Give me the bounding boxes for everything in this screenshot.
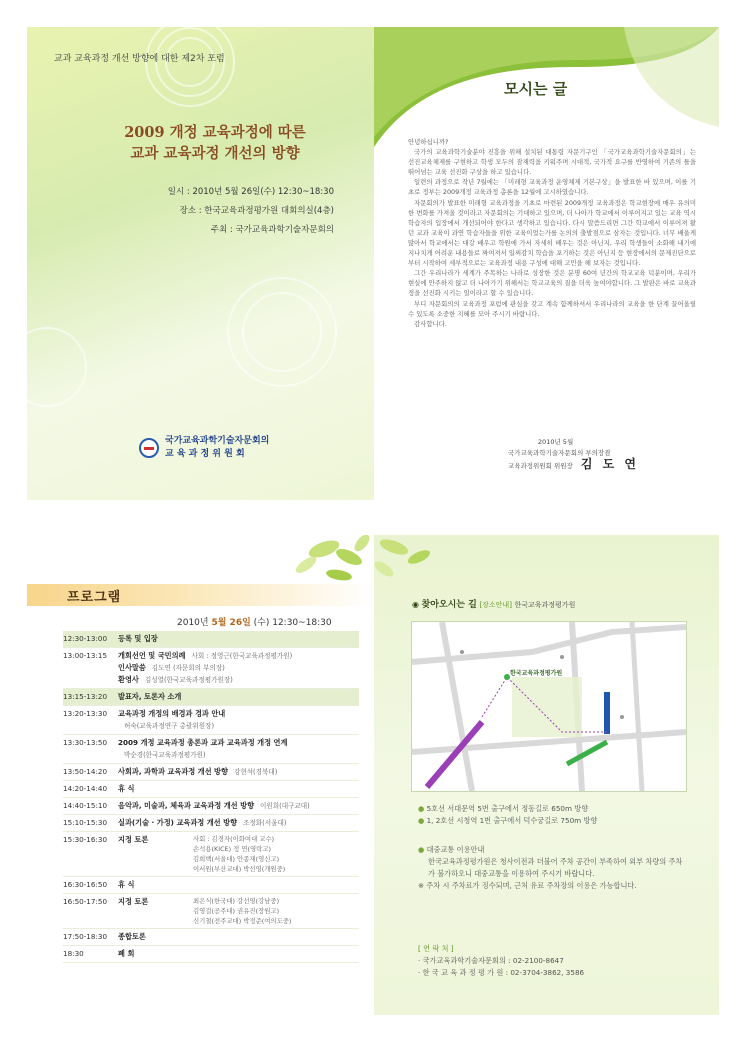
transit-guide-title: 대중교통 이용안내 [426, 845, 485, 854]
row-time: 16:50-17:50 [63, 897, 108, 906]
panelist: 사회 : 김경자(이화여대 교수) [193, 835, 275, 843]
schedule-row [63, 689, 359, 706]
bullet-icon: ● [418, 816, 427, 825]
row-time: 15:30-16:30 [63, 835, 108, 844]
row-sub: 박순경(한국교육과정평가원) [124, 751, 206, 759]
contact-council: · 국가교육과학기술자문회의 : 02-2100-8647 [418, 956, 564, 965]
schedule-row [63, 798, 359, 815]
schedule-row [63, 877, 359, 894]
row-time: 14:20-14:40 [63, 784, 108, 793]
letter-heading: 모시는 글 [504, 80, 568, 98]
row-time: 16:30-16:50 [63, 880, 108, 889]
letter-closing: 감사합니다. [414, 319, 447, 328]
panelist: 김희백(서울대) 안종재(영신고) [193, 855, 280, 863]
row-item: 2009 개정 교육과정 총론과 교과 교육과정 개정 연계 [118, 738, 288, 747]
org-name: 국가교육과학기술자문회의 [165, 436, 270, 446]
panelist: 손석용(KICE) 정 연(영락고) [193, 845, 271, 853]
cover-title [85, 122, 345, 164]
row-item: 휴 식 [118, 880, 135, 889]
directions-panel [374, 535, 719, 1015]
schedule-row [63, 631, 359, 648]
schedule-row [63, 894, 359, 929]
map-graphic [412, 622, 686, 791]
row-sub: 김도연 (자문회의 부의장) [151, 664, 225, 672]
decorative-circle [242, 292, 322, 372]
row-time: 13:50-14:20 [63, 767, 108, 776]
contact-label: [ 연 락 처 ] [418, 944, 454, 953]
row-time: 13:00-13:15 [63, 651, 108, 660]
signature-org: 국가교육과학기술자문회의 부의장겸 [507, 449, 611, 457]
row-time: 13:20-13:30 [63, 709, 108, 718]
cover-title-line1: 2009 개정 교육과정에 따른 [124, 124, 306, 141]
row-item: 휴 식 [118, 784, 135, 793]
leaves-decoration [374, 535, 494, 595]
event-host: 주최 : 국가교육과학기술자문회의 [210, 225, 334, 235]
letter-paragraph: 자문회의가 발표한 미래형 교육과정을 기초로 마련된 2009개정 교육과정은 학교현장에 매우 유의미한 변화를 가져올 것이라고 자문회의는 기대하고 있으며, 더 나아가 학교에서 이루어지고 있는 교육 역시 학습자의 입장에서 개선되어야 한다고 생각하고 있습니다. 다시 말씀드리면 그간 학교에서 이루어져 왔던 교과 교육이 과연 학습자들을 위한 교육이었는가를 논의의 출발점으로 삼자는 것입니다. 너무 배울게 많아서 학교에서는 대강 배우고 학원에 가서 자세히 배우는 것은 아닌지, 우리 학생들이 소화해 내기에 지나치게 어려운 내용들로 짜여져서 일찌감치 학습을 포기하는 것은 아닌지 등 현장에서의 문제진단으로부터 시작하여 세부적으로는 교육과정 내용 구성에 대해 고민을 해 보자는 것입니다. [408, 198, 696, 268]
parking-fee-note: ※ 주차 시 주차료가 징수되며, 근처 유료 주차장의 이용은 가능합니다. [418, 881, 637, 890]
contact-kice: · 한 국 교 육 과 정 평 가 원 : 02-3704-3862, 3586 [418, 968, 585, 977]
program-date-year: 2010년 [177, 618, 212, 628]
decorative-circle [27, 327, 87, 407]
letter-paragraph: 국가의 교육과학기술분야 진흥을 위해 설치된 대통령 자문기구인 「국가교육과학기술자문회의」는 선진교육체제를 구현하고 학생 모두의 잠재력을 키워주며 시대적, 국가적 요구를 반영하여 기존의 틀을 뛰어넘는 교육 선진화 구상을 하고 있습니다. [408, 148, 696, 177]
schedule-row [63, 764, 359, 781]
row-time: 12:30-13:00 [63, 634, 108, 643]
panelist: 김영걸(공주대) 권유진(장원고) [193, 907, 280, 915]
row-sub: 조정화(서울대) [243, 819, 287, 827]
program-title: 프로그램 [67, 590, 122, 605]
event-venue: 장소 : 한국교육과정평가원 대회의실(4층) [179, 206, 334, 216]
schedule-row [63, 946, 359, 963]
letter-greeting: 안녕하십니까? [408, 138, 449, 146]
transit-line-5: 5호선 서대문역 5번 출구에서 정동길로 650m 방향 [426, 804, 589, 813]
row-item: 등록 및 입장 [118, 634, 158, 643]
bullet-icon: ● [418, 804, 427, 813]
program-panel [27, 535, 374, 1015]
event-info [168, 183, 334, 240]
program-date-day: 5월 26일 [211, 618, 251, 628]
row-sub: 강현석(경북대) [233, 768, 278, 776]
letter-paragraph: 일련의 과정으로 작년 7월에는 「미래형 교육과정 운영체제 기본구상」을 발표한 바 있으며, 이를 기초로 정부는 2009개정 교육과정 총론을 12월에 고시하였습니다. [408, 178, 696, 197]
signature-role: 교육과정위원회 위원장 [507, 462, 573, 470]
panelist: 이서원(부산교대) 박선영(개원중) [193, 865, 286, 873]
parking-note: 한국교육과정평가원은 청사이전과 더불어 주차 공간이 부족하여 외부 차량의 주차가 불가하오니 대중교통을 이용하여 주시기 바랍니다. [428, 857, 683, 878]
panelist: 신기철(전주교대) 박정준(여의도중) [193, 917, 292, 925]
bullet-icon: ● [418, 845, 427, 854]
panelist: 최은식(한국대) 강선영(강남중) [193, 897, 280, 905]
row-sub: 이원희(대구교대) [260, 802, 310, 810]
row-time: 13:15-13:20 [63, 692, 108, 701]
signature-name: 김 도 연 [580, 457, 639, 471]
row-time: 13:30-13:50 [63, 738, 108, 747]
map-destination-label: 한국교육과정평가원 [510, 670, 563, 677]
row-item: 발표자, 토론자 소개 [118, 692, 182, 701]
parking-info [418, 844, 688, 892]
signature-block [508, 437, 639, 472]
letter-paragraph: 그간 우리나라가 세계가 주목하는 나라로 성장한 것은 분명 60여 년간의 학교교육 덕분이며, 우리가 현실에 안주하지 않고 더 나아가기 위해서는 학교교육의 질을 더욱 높여야합니다. 그 발판은 바로 교육과정을 선진화 시키는 일이라고 할 수 있습니다. [408, 269, 696, 298]
letter-body [408, 137, 696, 329]
letter-paragraph: 부디 자문회의의 교육과정 포럼에 관심을 갖고 계속 함께하셔서 우리나라의 교육을 한 단계 끌어올릴 수 있도록 소중한 지혜를 모아 주시기 바랍니다. [408, 299, 696, 318]
directions-sub-label: 장소안내 [482, 601, 510, 609]
schedule-row [63, 929, 359, 946]
row-item: 실과(기술 · 가정) 교육과정 개선 방향 [118, 818, 238, 827]
row-time: 14:40-15:10 [63, 801, 108, 810]
transit-line-1-2: 1, 2호선 시청역 1번 출구에서 덕수궁길로 750m 방향 [426, 816, 598, 825]
directions-heading: ◉ 찾아오시는 길 [장소안내] 한국교육과정평가원 [412, 600, 576, 610]
schedule-table [63, 631, 359, 963]
row-item: 폐 회 [118, 949, 135, 958]
location-pin-icon: ◉ [412, 600, 419, 609]
row-time: 17:50-18:30 [63, 932, 108, 941]
schedule-row [63, 735, 359, 764]
schedule-row [63, 815, 359, 832]
location-map[interactable] [411, 621, 687, 792]
row-item: 음악과, 미술과, 체육과 교육과정 개선 방향 [118, 801, 255, 810]
schedule-row [63, 648, 359, 689]
event-date: 일시 : 2010년 5월 26일(수) 12:30~18:30 [167, 187, 334, 197]
program-date [177, 615, 332, 628]
row-item: 사회과, 과학과 교육과정 개선 방향 [118, 767, 228, 776]
org-emblem-icon [139, 438, 159, 458]
schedule-row [63, 832, 359, 877]
row-item: 인사말씀 [118, 663, 146, 672]
forum-label: 교과 교육과정 개선 방향에 대한 제2차 포럼 [54, 54, 225, 64]
contact-info [418, 943, 584, 979]
row-item: 종합토론 [118, 932, 146, 941]
directions-place: 한국교육과정평가원 [514, 601, 576, 609]
program-date-time: (수) 12:30~18:30 [250, 618, 332, 628]
directions-title: 찾아오시는 길 [421, 600, 477, 610]
org-logo [139, 435, 269, 461]
row-time: 18:30 [63, 949, 84, 958]
row-item: 지정 토론 [118, 835, 149, 844]
cover-title-line2: 교과 교육과정 개선의 방향 [130, 145, 300, 162]
cover-panel [27, 27, 374, 500]
committee-name: 교 육 과 정 위 원 회 [165, 449, 245, 459]
transit-info [418, 803, 597, 827]
row-item: 교육과정 개정의 배경과 경과 안내 [118, 709, 226, 718]
row-time: 15:10-15:30 [63, 818, 108, 827]
schedule-row [63, 781, 359, 798]
row-sub: 허숙(교육과정연구 총괄위원장) [124, 722, 215, 730]
row-sub: 사회 : 정영근(한국교육과정평가원) [191, 652, 293, 660]
invitation-panel [374, 27, 719, 500]
schedule-row [63, 706, 359, 735]
row-item: 환영사 [118, 675, 139, 684]
row-item: 개회선언 및 국민의례 [118, 651, 186, 660]
row-item: 지정 토론 [118, 897, 149, 906]
row-sub: 김성열(한국교육과정평가원장) [144, 676, 233, 684]
signature-date: 2010년 5월 [537, 438, 574, 446]
